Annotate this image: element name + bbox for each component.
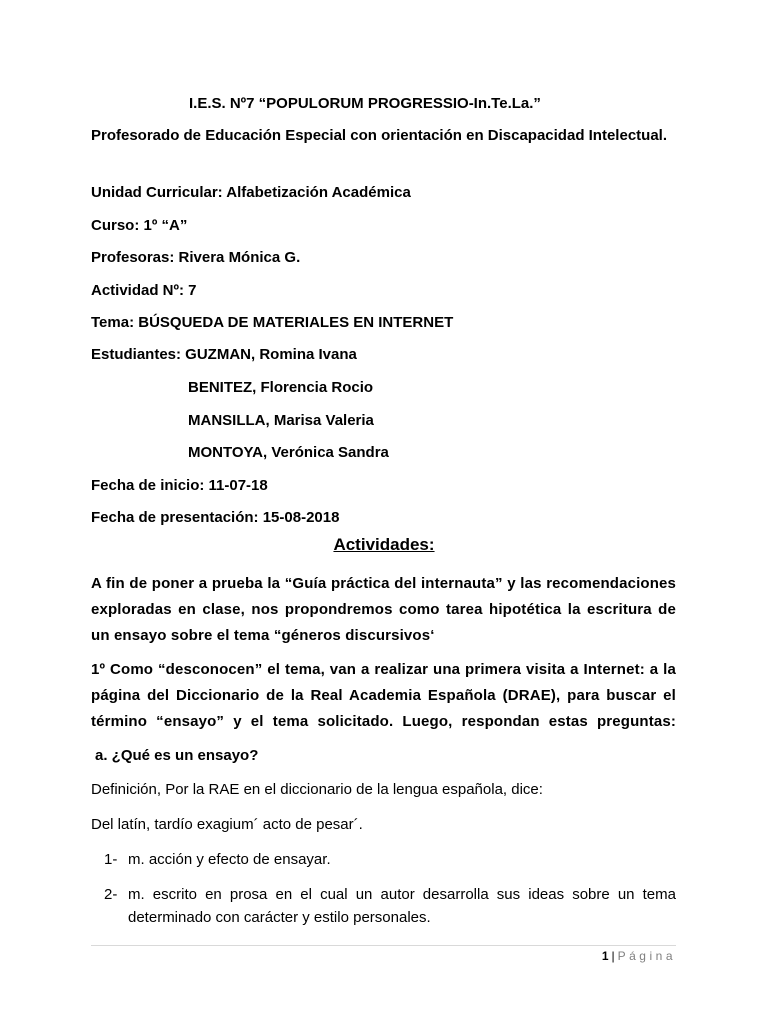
activities-heading: Actividades:: [333, 535, 435, 554]
definition-intro: Definición, Por la RAE en el diccionario de la lengua española, dice:: [91, 781, 543, 798]
activity-number: Actividad Nº: 7: [91, 282, 197, 299]
intro-paragraph-line: exploradas en clase, nos propondremos como tarea hipotética la escritura de: [91, 601, 676, 618]
etymology: Del latín, tardío exagium´ acto de pesar´.: [91, 816, 363, 833]
presentation-date: Fecha de presentación: 15-08-2018: [91, 509, 340, 526]
student-name: MANSILLA, Marisa Valeria: [188, 412, 374, 429]
intro-paragraph-line: A fin de poner a prueba la “Guía práctica del internauta” y las recomendaciones: [91, 575, 676, 592]
definition-text: m. escrito en prosa en el cual un autor desarrolla sus ideas sobre un tema determinado con carácter y estilo personales.: [128, 886, 676, 926]
definition-number: 2-: [104, 886, 118, 903]
teachers: Profesoras: Rivera Mónica G.: [91, 249, 301, 266]
intro-paragraph-line: un ensayo sobre el tema “géneros discursivos‘: [91, 627, 435, 644]
curricular-unit: Unidad Curricular: Alfabetización Académica: [91, 184, 411, 201]
topic: Tema: BÚSQUEDA DE MATERIALES EN INTERNET: [91, 314, 454, 331]
page-footer: [602, 948, 676, 964]
start-date: Fecha de inicio: 11-07-18: [91, 477, 268, 494]
program-name: Profesorado de Educación Especial con orientación en Discapacidad Intelectual.: [91, 127, 667, 144]
step1-paragraph-line: 1º Como “desconocen” el tema, van a realizar una primera visita a Internet: a la: [91, 661, 676, 678]
institution-title: I.E.S. Nº7 “POPULORUM PROGRESSIO-In.Te.La.”: [189, 95, 541, 112]
question-a: a. ¿Qué es un ensayo?: [95, 747, 259, 764]
student-name: BENITEZ, Florencia Rocio: [188, 379, 374, 396]
page-number: 1: [601, 949, 609, 963]
footer-separator: |: [611, 949, 615, 963]
course: Curso: 1º “A”: [91, 217, 188, 234]
step1-paragraph-line: página del Diccionario de la Real Academia Española (DRAE), para buscar el: [91, 687, 676, 704]
student-name: MONTOYA, Verónica Sandra: [188, 444, 389, 461]
step1-paragraph-line: término “ensayo” y el tema solicitado. Luego, respondan estas preguntas:: [91, 713, 676, 730]
students-label: Estudiantes: GUZMAN, Romina Ivana: [91, 346, 357, 363]
definition-number: 1-: [104, 851, 118, 868]
definition-text: m. acción y efecto de ensayar.: [128, 851, 331, 868]
page-word: Página: [617, 949, 676, 963]
footer-divider: [91, 945, 676, 946]
